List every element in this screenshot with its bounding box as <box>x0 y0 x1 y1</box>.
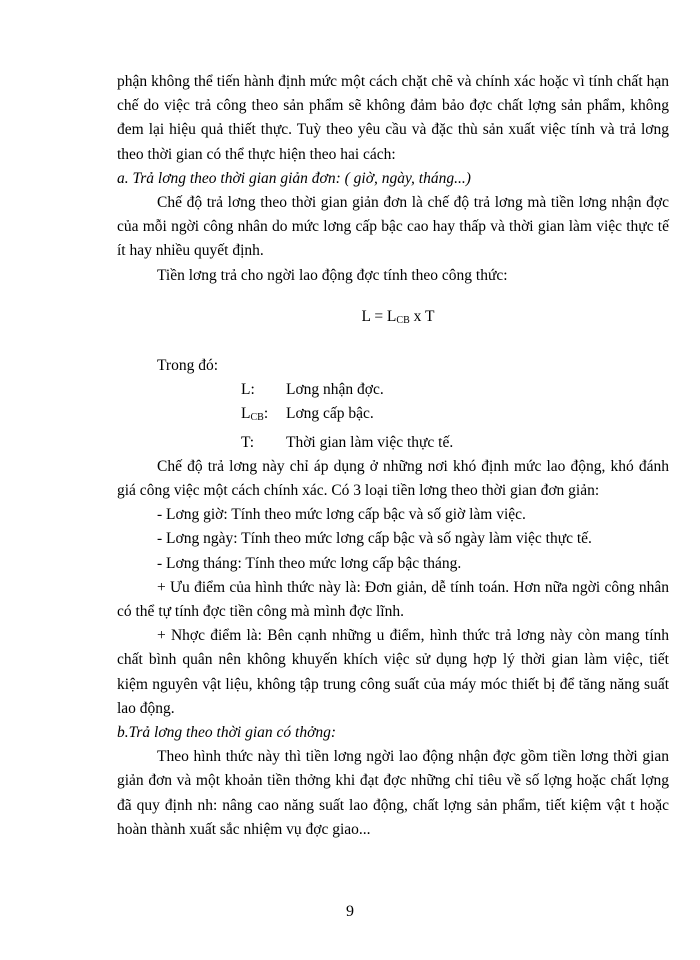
definition-text: Lơng nhận đợc. <box>286 381 384 399</box>
bullet-daily: - Lơng ngày: Tính theo mức lơng cấp bậc và số ngày làm việc thực tế. <box>157 530 592 548</box>
formula-subscript: CB <box>396 314 410 326</box>
where-label: Trong đó: <box>157 357 219 375</box>
paragraph-disadvantages: + Nhợc điểm là: Bên cạnh những u điểm, hình thức trả lơng này còn mang tính chất bình quân nên không khuyến khích việc sử dụng hợp lý thời gian làm việc, tiết kiệm nguyên vật liệu, không tập trung công suất của máy móc thiết bị để tăng năng suất lao động. <box>117 627 669 717</box>
paragraph-applicability: Chế độ trả lơng này chỉ áp dụng ở những nơi khó định mức lao động, khó đánh giá công việc một cách chính xác. Có 3 loại tiền lơng theo thời gian đơn giản: <box>117 457 669 500</box>
formula <box>117 305 669 333</box>
formula-left: L = L <box>361 307 397 325</box>
body-text <box>117 70 669 842</box>
definition-text: Lơng cấp bậc. <box>286 405 374 423</box>
bullet-monthly: - Lơng tháng: Tính theo mức lơng cấp bậc tháng. <box>157 554 462 572</box>
definition-l <box>117 378 669 402</box>
definition-symbol-sub: CB <box>250 412 264 424</box>
definition-symbol: L: <box>241 381 255 399</box>
definition-symbol: $L_{CB}$: <box>241 405 269 424</box>
paragraph-advantages: + Ưu điểm của hình thức này là: Đơn giản, dễ tính toán. Hơn nữa ngời công nhân có thể tự tính đợc tiền công mà mình đợc lĩnh. <box>117 578 669 621</box>
paragraph-simple-time-wage: Chế độ trả lơng theo thời gian giản đơn là chế độ trả lơng mà tiền lơng nhận đợc của mỗi ngời công nhân do mức lơng cấp bậc cao hay thấp và thời gian làm việc thực tế ít hay nhiều quyết định. <box>117 194 669 260</box>
definition-lcb <box>117 402 669 430</box>
formula-right: x T <box>409 307 435 325</box>
paragraph-intro: phận không thể tiến hành định mức một cách chặt chẽ và chính xác hoặc vì tính chất hạn chế do việc trả công theo sản phẩm sẽ không đảm bảo đợc chất lợng sản phẩm, không đem lại hiệu quả thiết thực. Tuỳ theo yêu cầu và đặc thù sản xuất việc tính và trả lơng theo thời gian có thể thực hiện theo hai cách: <box>117 73 669 163</box>
definition-t <box>117 431 669 455</box>
heading-b: b.Trả lơng theo thời gian có thởng: <box>117 724 336 742</box>
definition-symbol: T: <box>241 433 255 451</box>
bullet-hourly: - Lơng giờ: Tính theo mức lơng cấp bậc và số giờ làm việc. <box>157 506 526 524</box>
definition-text: Thời gian làm việc thực tế. <box>286 433 454 451</box>
page-number: 9 <box>346 903 354 920</box>
paragraph-formula-intro: Tiền lơng trả cho ngời lao động đợc tính theo công thức: <box>157 266 508 284</box>
definition-symbol-base: L <box>241 405 251 423</box>
heading-a: a. Trả lơng theo thời gian giản đơn: ( giờ, ngày, tháng...) <box>117 169 471 187</box>
paragraph-bonus-wage: Theo hình thức này thì tiền lơng ngời lao động nhận đợc gồm tiền lơng thời gian giản đơn và một khoản tiền thởng khi đạt đợc những chỉ tiêu về số lợng hoặc chất lợng đã quy định nh: nâng cao năng suất lao động, chất lợng sản phẩm, tiết kiệm vật t hoặc hoàn thành xuất sắc nhiệm vụ đợc giao... <box>117 748 669 838</box>
